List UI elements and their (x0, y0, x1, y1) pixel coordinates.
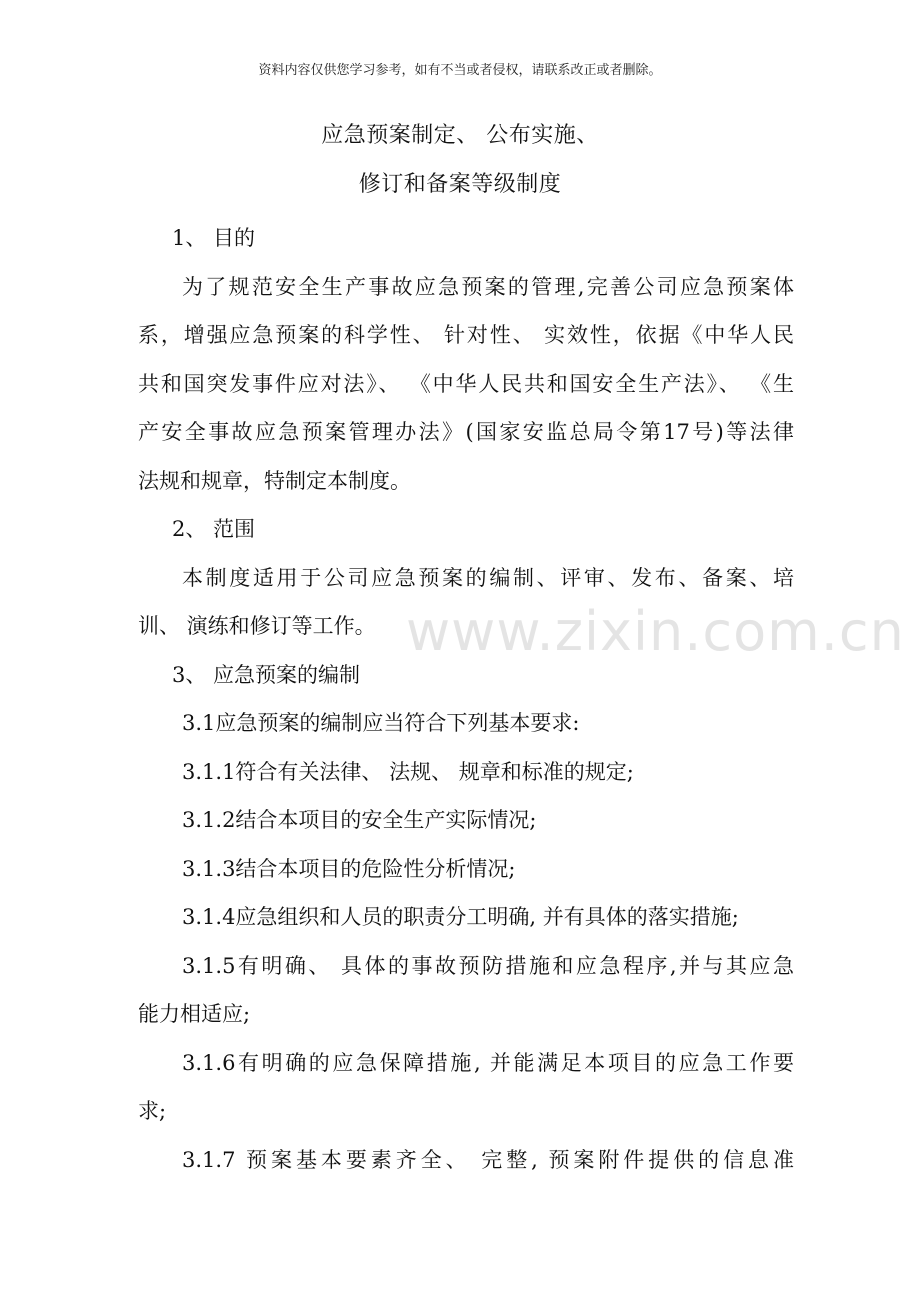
copyright-note: 资料内容仅供您学习参考，如有不当或者侵权，请联系改正或者删除。 (258, 63, 662, 78)
clause-3-1: 3.1应急预案的编制应当符合下列基本要求: (182, 711, 580, 735)
watermark-text: www.zixin.com.cn (406, 600, 905, 663)
clause-3-1-6: 3.1.6有明确的应急保障措施, 并能满足本项目的应急工作要 (182, 1050, 794, 1075)
clause-3-1-4: 3.1.4应急组织和人员的职责分工明确, 并有具体的落实措施; (182, 905, 739, 929)
section-3-heading: 3、 应急预案的编制 (172, 662, 361, 687)
section-1-paragraph-line: 共和国突发事件应对法》、 《中华人民共和国安全生产法》、 《生 (138, 371, 794, 396)
document-title-line-1: 应急预案制定、 公布实施、 (321, 123, 599, 148)
clause-3-1-6-continued: 求; (138, 1099, 167, 1123)
document-body (138, 214, 794, 1184)
clause-3-1-2: 3.1.2结合本项目的安全生产实际情况; (182, 808, 537, 832)
clause-3-1-5: 3.1.5有明确、 具体的事故预防措施和应急程序,并与其应急 (182, 953, 794, 978)
section-1-paragraph-line: 为了规范安全生产事故应急预案的管理,完善公司应急预案体 (182, 274, 794, 299)
section-1-paragraph-line: 系，增强应急预案的科学性、 针对性、 实效性，依据《中华人民 (138, 323, 794, 347)
document-title-line-2: 修订和备案等级制度 (358, 172, 562, 197)
section-2-paragraph-line: 本制度适用于公司应急预案的编制、评审、发布、备案、培 (182, 565, 794, 590)
section-2-paragraph-line: 训、 演练和修订等工作。 (138, 614, 376, 638)
section-1-heading: 1、 目的 (172, 226, 256, 250)
section-2-heading: 2、 范围 (172, 517, 256, 541)
clause-3-1-5-continued: 能力相适应; (138, 1002, 251, 1026)
clause-3-1-3: 3.1.3结合本项目的危险性分析情况; (182, 856, 516, 881)
clause-3-1-1: 3.1.1符合有关法律、 法规、 规章和标准的规定; (182, 759, 634, 784)
section-1-paragraph-line: 法规和规章，特制定本制度。 (138, 468, 411, 493)
clause-3-1-7: 3.1.7 预案基本要素齐全、 完整, 预案附件提供的信息准 (182, 1147, 794, 1172)
section-1-paragraph-line: 产安全事故应急预案管理办法》(国家安监总局令第17号)等法律 (138, 420, 794, 444)
